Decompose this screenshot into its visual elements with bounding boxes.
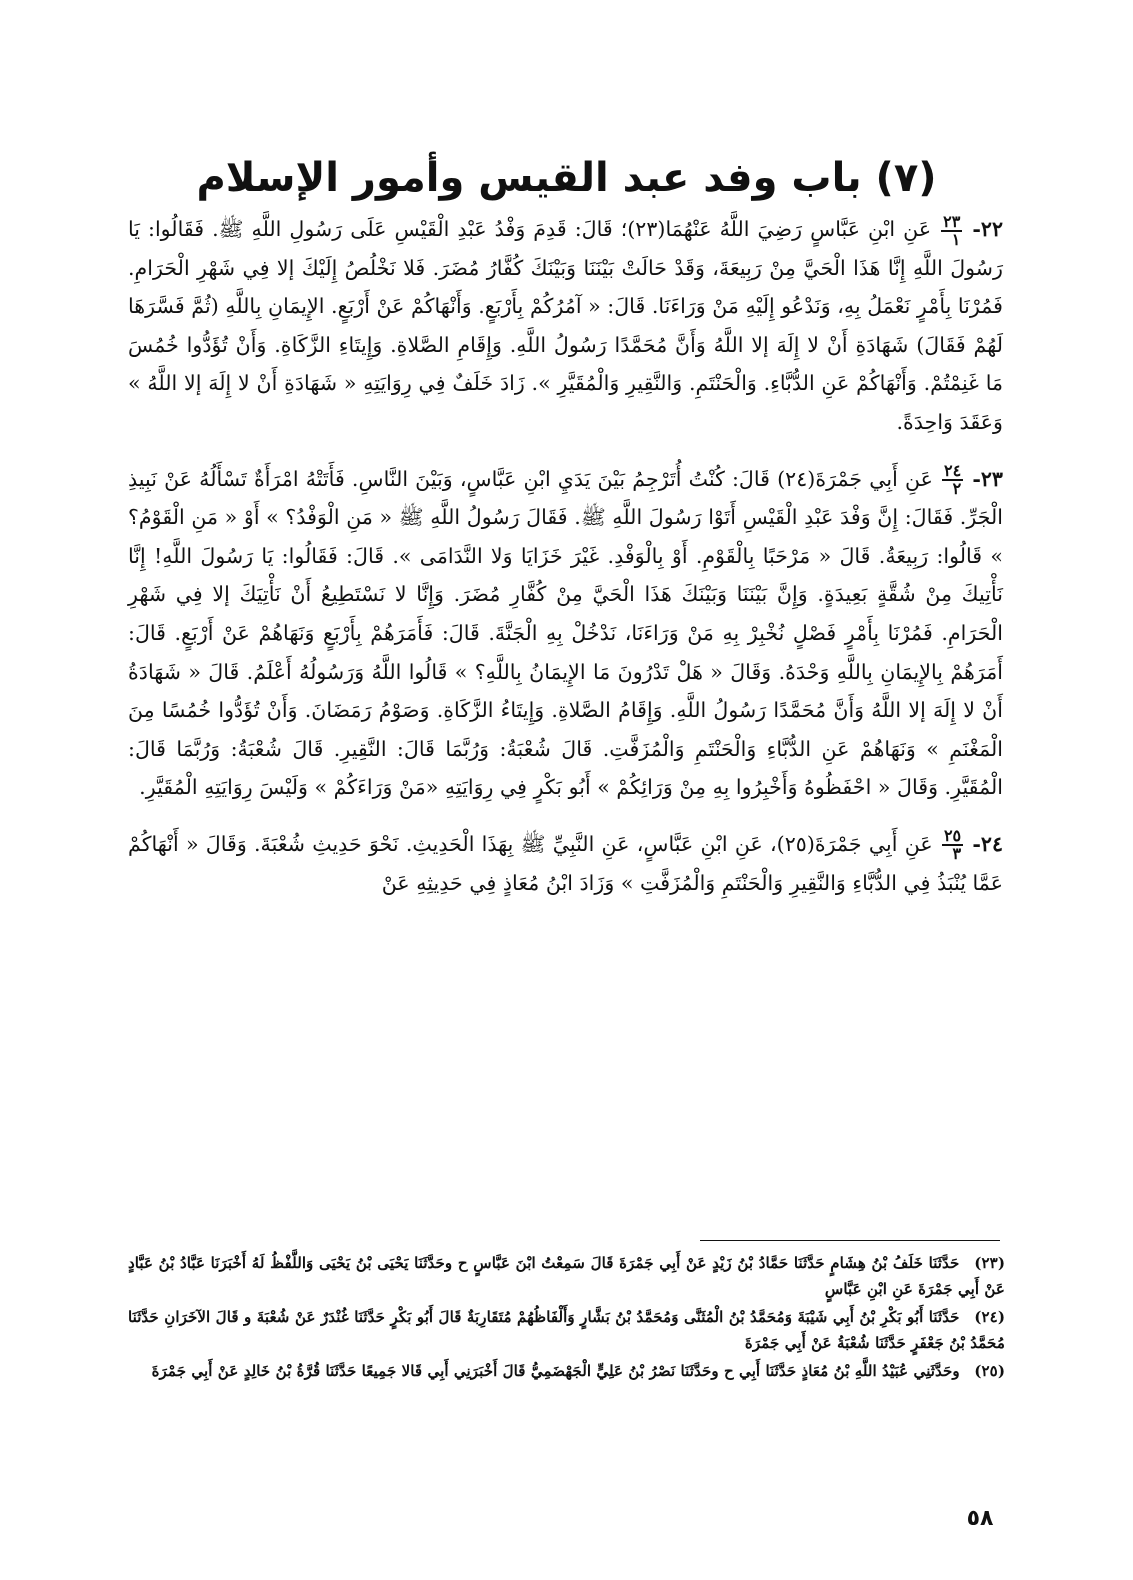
footnote-text: حَدَّثَنَا أَبُو بَكْرِ بْنُ أَبِي شَيْبَةَ وَمُحَمَّدُ بْنُ الْمُثَنَّى وَمُحَمَّدُ بْنُ بَشَّارٍ وَأَلْفَاظُهُمْ مُتَقَارِبَةٌ قَالَ أَبُو بَكْرٍ حَدَّثَنَا غُنْدَرٌ عَنْ شُعْبَةَ و قَالَ الآخَرَانِ حَدَّثَنَا مُحَمَّدُ بْنُ جَعْفَرٍ حَدَّثَنَا شُعْبَةُ عَنْ أَبِي جَمْرَةَ	[128, 1308, 1005, 1352]
hadith-23	[128, 460, 1003, 807]
reference-bottom: ١	[951, 229, 961, 249]
footnote-number: (٢٣)	[974, 1254, 1005, 1272]
hadith-text: عَنِ أَبِي جَمْرَةَ(٢٤) قَالَ: كُنْتُ أُتَرْجِمُ بَيْنَ يَدَيِ ابْنِ عَبَّاسٍ، وَبَيْنَ النَّاسِ. فَأَتَتْهُ امْرَأَةٌ تَسْأَلُهُ عَنْ نَبِيذِ الْجَرِّ. فَقَالَ: إِنَّ وَفْدَ عَبْدِ الْقَيْسِ أَتَوْا رَسُولَ اللَّهِ ﷺ. فَقَالَ رَسُولُ اللَّهِ ﷺ « مَنِ الْوَفْدُ؟ » أَوْ « مَنِ الْقَوْمُ؟ » قَالُوا: رَبِيعَةُ. قَالَ « مَرْحَبًا بِالْقَوْمِ. أَوْ بِالْوَفْدِ. غَيْرَ خَزَايَا وَلا النَّدَامَى ». قَالَ: فَقَالُوا: يَا رَسُولَ اللَّهِ! إِنَّا نَأْتِيكَ مِنْ شُقَّةٍ بَعِيدَةٍ. وَإِنَّ بَيْنَنَا وَبَيْنَكَ هَذَا الْحَيَّ مِنْ كُفَّارِ مُضَرَ. وَإِنَّا لا نَسْتَطِيعُ أَنْ نَأْتِيَكَ إلا فِي شَهْرِ الْحَرَامِ. فَمُرْنَا بِأَمْرٍ فَصْلٍ نُخْبِرْ بِهِ مَنْ وَرَاءَنَا، نَدْخُلْ بِهِ الْجَنَّةَ. قَالَ: فَأَمَرَهُمْ بِأَرْبَعٍ وَنَهَاهُمْ عَنْ أَرْبَعٍ. قَالَ: أَمَرَهُمْ بِالإِيمَانِ بِاللَّهِ وَحْدَهُ. وَقَالَ « هَلْ تَدْرُونَ مَا الإِيمَانُ بِاللَّهِ؟ » قَالُوا اللَّهُ وَرَسُولُهُ أَعْلَمُ. قَالَ « شَهَادَةُ أَنْ لا إِلَهَ إلا اللَّهُ وَأَنَّ مُحَمَّدًا رَسُولُ اللَّهِ. وَإِقَامُ الصَّلاةِ. وَإِيتَاءُ الزَّكَاةِ. وَصَوْمُ رَمَضَانَ. وَأَنْ تُؤَدُّوا خُمُسًا مِنَ الْمَغْنَمِ » وَنَهَاهُمْ عَنِ الدُّبَّاءِ وَالْحَنْتَمِ وَالْمُزَفَّتِ. قَالَ شُعْبَةُ: وَرُبَّمَا قَالَ: النَّقِيرِ. قَالَ شُعْبَةُ: وَرُبَّمَا قَالَ: الْمُقَيَّرِ. وَقَالَ « احْفَظُوهُ وَأَخْبِرُوا بِهِ مِنْ وَرَائِكُمْ » أَبُو بَكْرٍ فِي رِوَايَتِهِ «مَنْ وَرَاءَكُمْ » وَلَيْسَ رِوَايَتِهِ الْمُقَيَّرِ.	[128, 466, 1003, 800]
hadith-reference	[941, 211, 962, 249]
footnote-23	[128, 1250, 1005, 1302]
hadith-number: ٢٣-	[972, 466, 1003, 491]
hadith-24	[128, 825, 1003, 902]
chapter-title: (٧) باب وفد عبد القيس وأمور الإسلام	[196, 154, 937, 201]
reference-bottom: ٢	[952, 479, 962, 499]
hadith-text: عَنِ ابْنِ عَبَّاسٍ رَضِيَ اللَّهُ عَنْهُمَا(٢٣)؛ قَالَ: قَدِمَ وَفْدُ عَبْدِ الْقَيْسِ عَلَى رَسُولِ اللَّهِ ﷺ. فَقَالُوا: يَا رَسُولَ اللَّهِ إِنَّا هَذَا الْحَيَّ مِنْ رَبِيعَةَ، وَقَدْ حَالَتْ بَيْنَنَا وَبَيْنَكَ كُفَّارُ مُضَرَ. فَلا نَخْلُصُ إِلَيْكَ إلا فِي شَهْرِ الْحَرَامِ. فَمُرْنَا بِأَمْرٍ نَعْمَلُ بِهِ، وَنَدْعُو إِلَيْهِ مَنْ وَرَاءَنَا. قَالَ: « آمُرُكُمْ بِأَرْبَعٍ. وَأَنْهَاكُمْ عَنْ أَرْبَعٍ. الإِيمَانِ بِاللَّهِ (ثُمَّ فَسَّرَهَا لَهُمْ فَقَالَ) شَهَادَةِ أَنْ لا إِلَهَ إلا اللَّهُ وَأَنَّ مُحَمَّدًا رَسُولُ اللَّهِ. وَإِقَامِ الصَّلاةِ. وَإِيتَاءِ الزَّكَاةِ. وَأَنْ تُؤَدُّوا خُمُسَ مَا غَنِمْتُمْ. وَأَنْهَاكُمْ عَنِ الدُّبَّاءِ. وَالْحَنْتَمِ. وَالنَّقِيرِ وَالْمُقَيَّرِ ». زَادَ خَلَفٌ فِي رِوَايَتِهِ « شَهَادَةِ أَنْ لا إِلَهَ إلا اللَّهُ » وَعَقَدَ وَاحِدَةً.	[128, 217, 1003, 434]
reference-bottom: ٣	[952, 844, 962, 864]
footnote-number: (٢٤)	[974, 1308, 1005, 1326]
hadith-reference	[942, 463, 963, 497]
footnote-25	[128, 1358, 1005, 1384]
footnote-divider	[700, 1240, 1000, 1241]
footnote-text: وحَدَّثَنِي عُبَيْدُ اللَّهِ بْنُ مُعَاذٍ حَدَّثَنَا أَبِي ح وحَدَّثَنَا نَصْرُ بْنُ عَلِيٍّ الْجَهْضَمِيُّ قَالَ أَخْبَرَنِي أَبِي قَالا جَمِيعًا حَدَّثَنَا قُرَّةُ بْنُ خَالِدٍ عَنْ أَبِي جَمْرَةَ	[151, 1362, 960, 1380]
reference-top: ٢٤	[944, 461, 962, 481]
page-number: ٥٨	[966, 1506, 994, 1531]
reference-top: ٢٣	[943, 211, 961, 231]
hadith-number: ٢٢-	[972, 217, 1004, 241]
hadith-reference	[942, 828, 963, 862]
hadith-number: ٢٤-	[972, 831, 1004, 856]
hadith-text: عَنِ أَبِي جَمْرَةَ(٢٥)، عَنِ ابْنِ عَبَّاسٍ، عَنِ النَّبِيِّ ﷺ بِهَذَا الْحَدِيثِ. نَحْوَ حَدِيثِ شُعْبَةَ. وَقَالَ « أَنْهَاكُمْ عَمَّا يُنْبَذُ فِي الدُّبَّاءِ وَالنَّقِيرِ وَالْحَنْتَمِ وَالْمُزَفَّتِ » وَزَادَ ابْنُ مُعَاذٍ فِي حَدِيثِهِ عَنْ	[128, 831, 1003, 895]
footnote-24	[128, 1304, 1005, 1356]
footnote-number: (٢٥)	[974, 1362, 1005, 1380]
footnote-text: حَدَّثَنَا خَلَفُ بْنُ هِشَامٍ حَدَّثَنَا حَمَّادُ بْنُ زَيْدٍ عَنْ أَبِي جَمْرَةَ قَالَ سَمِعْتُ ابْنَ عَبَّاسٍ ح وحَدَّثَنَا يَحْيَى بْنُ يَحْيَى وَاللَّفْظُ لَهُ أَخْبَرَنَا عَبَّادُ بْنُ عَبَّادٍ عَنْ أَبِي جَمْرَةَ عَنِ ابْنِ عَبَّاسٍ	[128, 1254, 1005, 1298]
hadith-22	[128, 210, 1003, 442]
hadith-body	[128, 210, 1003, 902]
footnotes	[128, 1250, 1005, 1386]
reference-top: ٢٥	[943, 826, 962, 846]
